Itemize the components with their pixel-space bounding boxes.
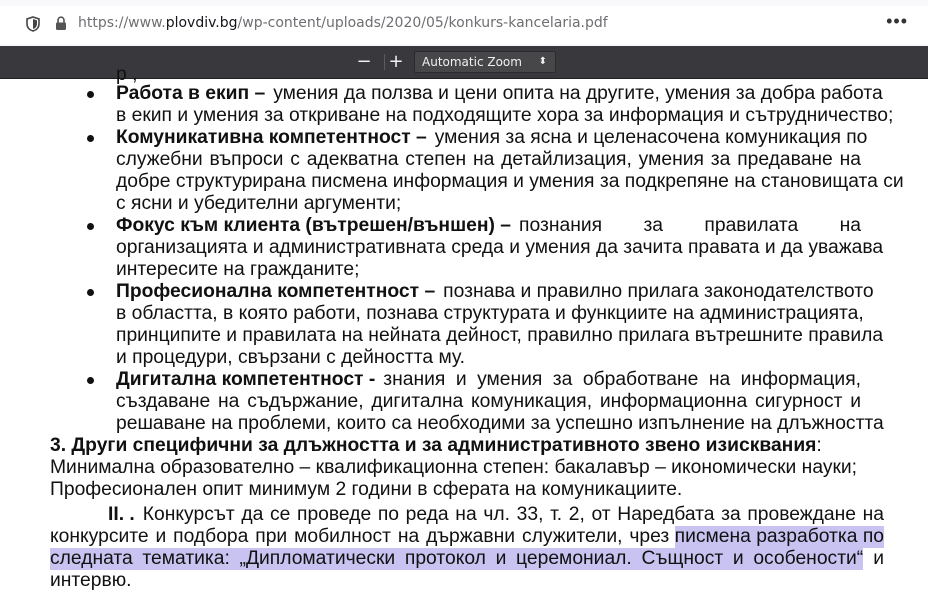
- bullet-1-first-line: [116, 83, 883, 105]
- lock-icon[interactable]: [55, 16, 67, 31]
- zoom-select[interactable]: [414, 51, 556, 73]
- tracking-protection-shield-icon[interactable]: [26, 16, 40, 32]
- bullet-4-first-line: [116, 281, 874, 303]
- bullet-4-line-2: в областта, в която работи, познава структурата и функциите на администрацията,: [116, 303, 864, 324]
- bullet-3-line-1: познания за правилата на: [519, 215, 861, 236]
- bullet-4-title: Професионална компетентност –: [116, 281, 436, 302]
- bullet-1-title: Работа в екип –: [116, 83, 266, 104]
- bullet-3-line-3: интересите на гражданите;: [116, 259, 360, 280]
- page-actions-menu-icon[interactable]: •••: [886, 11, 908, 31]
- bullet-4-line-4: и процедури, свързани с дейността му.: [116, 347, 465, 368]
- section-2-line-3-plain: и: [873, 548, 884, 569]
- section-2-line-1: Конкурсът да се проведе по реда на чл. 33, т. 2, от Наредбата за провеждане на: [142, 504, 884, 525]
- bullet-4-line-3: принципите и правилата на нейната дейност, правилно прилага вътрешните правила: [116, 325, 884, 346]
- section-2-line-4: интервю.: [50, 570, 132, 591]
- bullet-3-title: Фокус към клиента (вътрешен/външен) –: [116, 215, 512, 236]
- bullet-2-line-1: умения за ясна и целенасочена комуникация по: [434, 127, 868, 148]
- bullet-3-first-line: [116, 215, 861, 237]
- zoom-in-button[interactable]: +: [388, 51, 404, 72]
- url-host: plovdiv.bg: [165, 15, 238, 31]
- section-2-line-2-plain: конкурсите и подбора при мобилност на държавни служители, чрез: [50, 526, 675, 547]
- bullet-dot: [87, 289, 94, 296]
- clipped-text-line: р ,: [116, 64, 138, 85]
- selected-text-highlight[interactable]: следната тематика: „Дипломатически протокол и церемониал. Същност и особености“: [50, 548, 864, 569]
- bullet-1-line-2: в екип и умения за откриване на подходящите хора за информация и сътрудничество;: [116, 105, 894, 126]
- updown-arrows-icon: ⬍: [538, 56, 547, 67]
- selected-text-highlight[interactable]: писмена разработка по: [674, 526, 884, 547]
- section-2-first-line: [108, 504, 884, 526]
- url-text[interactable]: [78, 15, 608, 31]
- url-path: /wp-content/uploads/2020/05/konkurs-kancelaria.pdf: [237, 15, 608, 31]
- bullet-5-line-2: създаване на съдържание, дигитална комуникация, информационна сигурност и: [116, 391, 861, 412]
- browser-toolbar: [0, 0, 928, 46]
- url-prefix: https://www.: [78, 15, 166, 31]
- bullet-1-line-1: умения да ползва и цени опита на другите, умения за добра работа: [273, 83, 883, 104]
- section-2-number: II. .: [108, 504, 135, 525]
- url-field[interactable]: [0, 6, 928, 44]
- bullet-dot: [87, 223, 94, 230]
- section-2-second-line: [50, 526, 884, 548]
- bullet-dot: [87, 135, 94, 142]
- section-2-third-line: [50, 548, 884, 570]
- pdf-viewer-toolbar: [0, 46, 928, 79]
- section-3-heading-colon: :: [816, 435, 822, 456]
- bullet-dot: [87, 91, 94, 98]
- bullet-dot: [87, 377, 94, 384]
- section-3-line-1: Минимална образователно – квалификационна степен: бакалавър – икономически науки;: [50, 457, 858, 478]
- section-3-heading-text: 3. Други специфични за длъжността и за административното звено изисквания: [50, 435, 817, 456]
- bullet-3-line-2: организацията и административната среда и умения да зачита правата и да уважава: [116, 237, 884, 258]
- bullet-2-title: Комуникативна компетентност –: [116, 127, 427, 148]
- bullet-5-line-1: знания и умения за обработване на информация,: [383, 369, 861, 390]
- bullet-2-first-line: [116, 127, 868, 149]
- bullet-2-line-4: с ясни и убедителни аргументи;: [116, 193, 402, 214]
- section-3-line-2: Професионален опит минимум 2 години в сферата на комуникациите.: [50, 479, 683, 500]
- section-3-heading: [50, 435, 822, 457]
- bullet-4-line-1: познава и правилно прилага законодателството: [443, 281, 874, 302]
- bullet-5-line-3: решаване на проблеми, които са необходими за успешно изпълнение на длъжността: [116, 413, 884, 434]
- bullet-5-first-line: [116, 369, 861, 391]
- bullet-2-line-3: добре структурирана писмена информация и умения за подкрепяне на становищата си: [116, 171, 904, 192]
- zoom-select-value: Automatic Zoom: [422, 55, 522, 69]
- bullet-2-line-2: служебни въпроси с адекватна степен на детайлизация, умения за предаване на: [116, 149, 861, 170]
- bullet-5-title: Дигитална компетентност -: [116, 369, 376, 390]
- zoom-out-button[interactable]: −: [356, 51, 372, 72]
- pdf-page: [0, 64, 928, 593]
